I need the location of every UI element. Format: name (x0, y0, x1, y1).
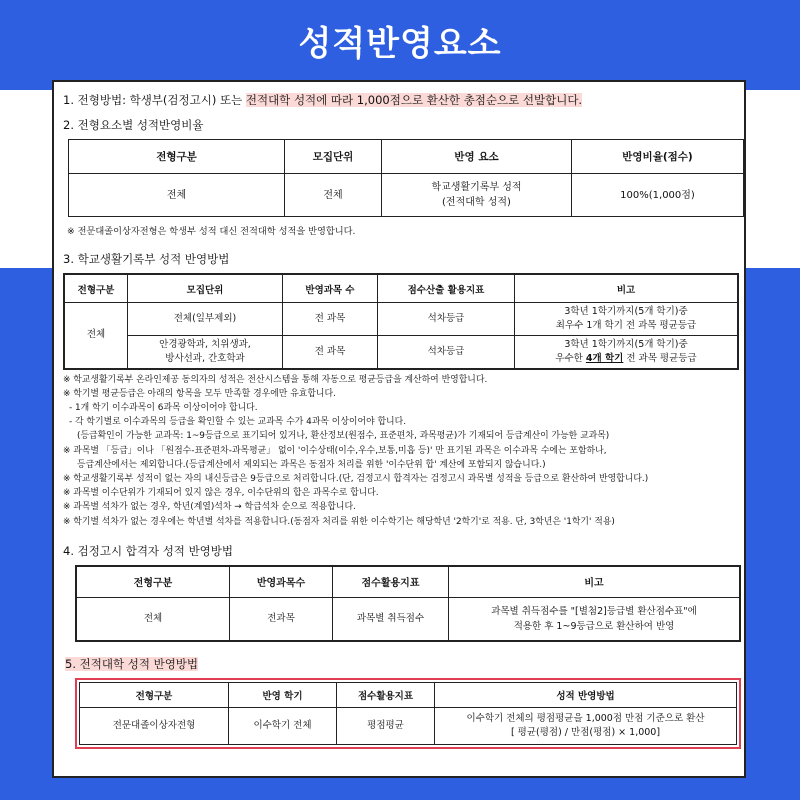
record-row2-unit-line2: 방사선과, 간호학과 (165, 352, 245, 364)
record-note: ※ 과목별 석차가 없는 경우, 학년(계열)석차 → 학급석차 순으로 적용합니다. (63, 502, 356, 513)
transfer-header-semester: 반영 학기 (229, 682, 337, 707)
record-note: ※ 학기별 평균등급은 아래의 항목을 모두 만족할 경우에만 유효합니다. (63, 388, 336, 399)
record-note: ※ 학교생활기록부 성적이 없는 자의 내신등급은 9등급으로 처리합니다.(단, 검정고시 합격자는 검정고시 과목별 성적을 등급으로 환산하여 반영합니다.) (63, 473, 649, 484)
transfer-method-line1: 이수학기 전체의 평점평균을 1,000점 만점 기준으로 환산 (466, 712, 705, 724)
record-row2-unit-line1: 안경광학과, 치위생과, (159, 338, 251, 350)
transfer-method-line2: [ 평균(평점) / 만점(평점) × 1,000] (510, 726, 661, 738)
record-row1-unit: 전체(일부제외) (128, 303, 283, 336)
section-3-heading: 3. 학교생활기록부 성적 반영방법 (63, 252, 230, 266)
section-2-note: ※ 전문대졸이상자전형은 학생부 성적 대신 전적대학 성적을 반영합니다. (67, 226, 356, 237)
transfer-header-method: 성적 반영방법 (435, 682, 737, 707)
record-row2-note-a: 우수한 (555, 352, 586, 364)
transfer-cell-semester: 이수학기 전체 (229, 707, 337, 744)
section-4-heading: 4. 검정고시 합격자 성적 반영방법 (63, 543, 234, 558)
record-header-note: 비고 (515, 274, 739, 303)
ged-header-index: 점수활용지표 (333, 566, 449, 598)
record-row2-note-line2 (516, 352, 736, 366)
record-note: - 1개 학기 이수과목이 6과목 이상이어야 합니다. (69, 402, 258, 413)
ratio-cell-element (382, 174, 572, 217)
method-text: 1. 전형방법: 학생부(검정고시) 또는 (63, 93, 246, 107)
ged-table (75, 565, 741, 642)
transfer-cell-index: 평점평균 (337, 707, 435, 744)
record-header-unit: 모집단위 (128, 274, 283, 303)
transfer-cell-type: 전문대졸이상자전형 (80, 707, 229, 744)
ged-cell-index: 과목별 취득점수 (333, 597, 449, 641)
transfer-header-index: 점수활용지표 (337, 682, 435, 707)
ratio-element-line1: 학교생활기록부 성적 (431, 182, 522, 193)
ratio-header-element: 반영 요소 (382, 140, 572, 174)
record-row1-subjects: 전 과목 (283, 303, 378, 336)
record-row1-index: 석차등급 (378, 303, 515, 336)
record-note: ※ 과목별 「등급」이나 「원점수-표준편차-과목평균」 없이 '이수상태(이수,우수,보통,미흡 등)' 만 표기된 과목은 이수과목 수에는 포함하나, (63, 445, 607, 456)
record-row2-note-c: 전 과목 평균등급 (623, 352, 697, 364)
record-note: 등급계산에서는 제외합니다.(등급계산에서 제외되는 과목은 동점자 처리를 위한 '이수단위 합' 계산에 포함되지 않습니다.) (77, 459, 546, 470)
ged-cell-note (449, 597, 741, 641)
record-note: ※ 학기별 석차가 없는 경우에는 학년별 석차를 적용합니다.(동점자 처리를 위한 이수학기는 해당학년 '2학기'로 적용. 단, 3학년은 '1학기' 적용) (63, 516, 615, 527)
ratio-cell-type: 전체 (69, 174, 285, 217)
record-row2-note-emphasis: 4개 학기 (585, 352, 624, 364)
ratio-element-line2: (전적대학 성적) (442, 197, 511, 208)
ratio-table (68, 139, 744, 217)
record-cell-group: 전체 (64, 303, 128, 369)
record-note: ※ 과목별 이수단위가 기재되어 있지 않은 경우, 이수단위의 합은 과목수로 합니다. (63, 488, 379, 499)
section-5-heading (65, 656, 738, 672)
transfer-cell-method (435, 707, 737, 744)
transfer-grade-table (79, 682, 737, 745)
record-row2-unit (128, 336, 283, 369)
ratio-header-ratio: 반영비율(점수) (572, 140, 744, 174)
ratio-header-unit: 모집단위 (285, 140, 382, 174)
section-5-heading-text: 5. 전적대학 성적 반영방법 (65, 656, 199, 671)
ged-note-line1: 과목별 취득점수를 "[별첨2]등급별 환산점수표"에 (491, 605, 697, 617)
ged-header-note: 비고 (449, 566, 741, 598)
record-row2-note-line1: 3학년 1학기까지(5개 학기)중 (564, 338, 688, 350)
ged-cell-subjects: 전과목 (230, 597, 333, 641)
method-highlight: 전적대학 성적에 따라 1,000점으로 환산한 총점순으로 선발합니다. (245, 93, 583, 107)
ged-header-subjects: 반영과목수 (230, 566, 333, 598)
record-row1-note (515, 303, 739, 336)
transfer-grade-box (75, 678, 741, 749)
ratio-cell-ratio: 100%(1,000점) (572, 174, 744, 217)
record-row1-note-line1: 3학년 1학기까지(5개 학기)중 (564, 306, 688, 317)
record-row2-index: 석차등급 (378, 336, 515, 369)
record-row2-subjects: 전 과목 (283, 336, 378, 369)
ratio-header-type: 전형구분 (69, 140, 285, 174)
section-2-heading: 2. 전형요소별 성적반영비율 (63, 118, 204, 132)
record-row2-note (515, 336, 739, 369)
page-title: 성적반영요소 (0, 0, 800, 90)
school-record-table (63, 273, 739, 370)
record-note: (등급확인이 가능한 교과목: 1~9등급으로 표기되어 있거나, 환산정보(원점수, 표준편차, 과목평균)가 기재되어 등급계산이 가능한 교과목) (77, 431, 610, 442)
section-1-method (63, 92, 738, 108)
ratio-cell-unit: 전체 (285, 174, 382, 217)
record-row1-note-line2: 최우수 1개 학기 전 과목 평균등급 (555, 320, 697, 331)
record-notes (63, 373, 738, 529)
record-note: - 각 학기별로 이수과목의 등급을 확인할 수 있는 교과목 수가 4과목 이상이어야 합니다. (69, 417, 407, 428)
record-header-type: 전형구분 (64, 274, 128, 303)
record-header-subjects: 반영과목 수 (283, 274, 378, 303)
transfer-header-type: 전형구분 (80, 682, 229, 707)
ged-note-line2: 적용한 후 1~9등급으로 환산하여 반영 (513, 620, 675, 632)
record-note: ※ 학교생활기록부 온라인제공 동의자의 성적은 전산시스템을 통해 자동으로 평균등급을 계산하여 반영합니다. (63, 374, 488, 385)
document-sheet (52, 80, 746, 778)
ged-cell-type: 전체 (76, 597, 230, 641)
ged-header-type: 전형구분 (76, 566, 230, 598)
record-header-index: 점수산출 활용지표 (378, 274, 515, 303)
